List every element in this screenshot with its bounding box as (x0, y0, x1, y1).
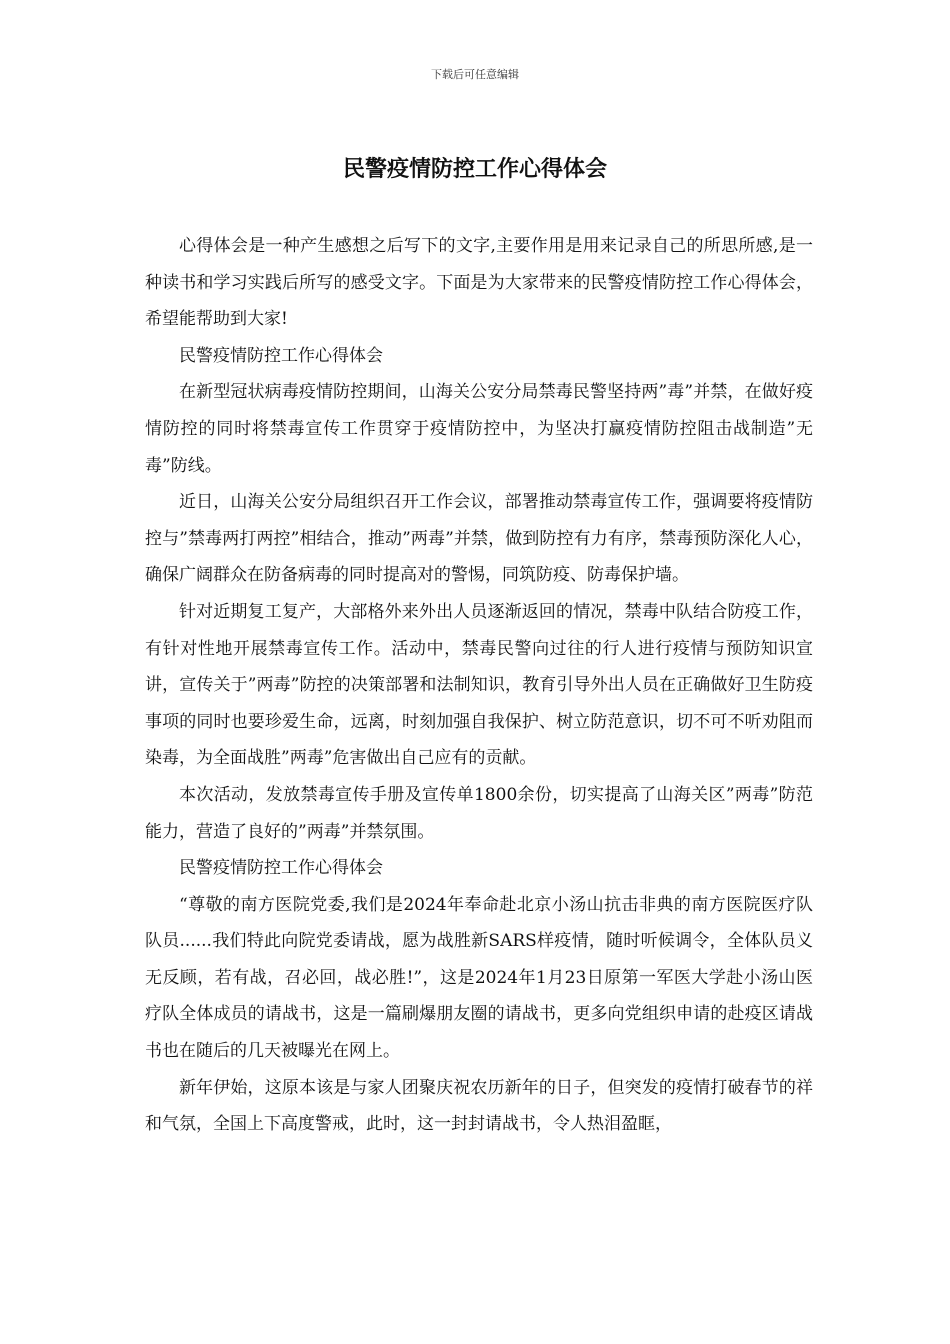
paragraph: 本次活动，发放禁毒宣传手册及宣传单1800余份，切实提高了山海关区”两毒”防范能力，营造了良好的”两毒”并禁氛围。 (145, 784, 813, 842)
paragraph: 近日，山海关公安分局组织召开工作会议，部署推动禁毒宣传工作，强调要将疫情防控与”禁毒两打两控”相结合，推动”两毒”并禁，做到防控有力有序，禁毒预防深化人心，确保广阔群众在防备病毒的同时提高对的警惕，同筑防疫、防毒保护墙。 (145, 492, 813, 586)
paragraph: 在新型冠状病毒疫情防控期间，山海关公安分局禁毒民警坚持两”毒”并禁，在做好疫情防控的同时将禁毒宣传工作贯穿于疫情防控中，为坚决打赢疫情防控阻击战制造”无毒”防线。 (145, 382, 813, 476)
paragraph: 针对近期复工复产，大部格外来外出人员逐渐返回的情况，禁毒中队结合防疫工作，有针对性地开展禁毒宣传工作。活动中，禁毒民警向过往的行人进行疫情与预防知识宣讲，宣传关于”两毒”防控的决策部署和法制知识，教育引导外出人员在正确做好卫生防疫事项的同时也要珍爱生命，远离，时刻加强自我保护、树立防范意识，切不可不听劝阻而染毒，为全面战胜”两毒”危害做出自己应有的贡献。 (145, 601, 813, 769)
paragraph: 新年伊始，这原本该是与家人团聚庆祝农历新年的日子，但突发的疫情打破春节的祥和气氛，全国上下高度警戒，此时，这一封封请战书，令人热泪盈眶， (145, 1077, 813, 1135)
paragraph: “尊敬的南方医院党委,我们是2024年奉命赴北京小汤山抗击非典的南方医院医疗队队员......我们特此向院党委请战，愿为战胜新SARS样疫情，随时听候调令，全体队员义无反顾，若有战，召必回，战必胜!”，这是2024年1月23日原第一军医大学赴小汤山医疗队全体成员的请战书，这是一篇刷爆朋友圈的请战书，更多向党组织申请的赴疫区请战书也在随后的几天被曝光在网上。 (145, 894, 813, 1062)
section-heading-2: 民警疫情防控工作心得体会 (179, 858, 383, 879)
header-note: 下载后可任意编辑 (431, 68, 519, 81)
section-heading-1: 民警疫情防控工作心得体会 (179, 345, 383, 366)
paragraph-intro: 心得体会是一种产生感想之后写下的文字,主要作用是用来记录自己的所思所感,是一种读书和学习实践后所写的感受文字。下面是为大家带来的民警疫情防控工作心得体会，希望能帮助到大家! (145, 236, 813, 330)
document-title: 民警疫情防控工作心得体会 (342, 156, 607, 182)
document-body (145, 228, 813, 1143)
